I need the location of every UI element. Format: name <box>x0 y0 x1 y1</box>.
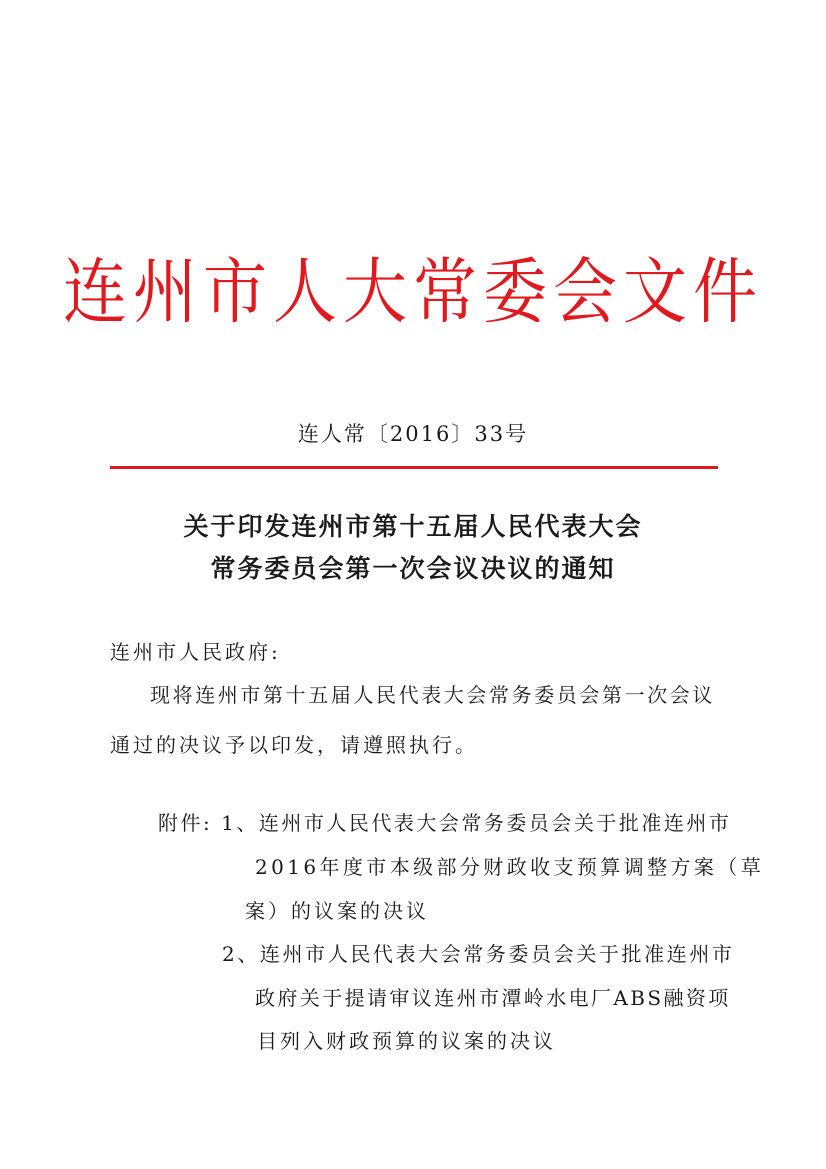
body-paragraph-line-2: 通过的决议予以印发，请遵照执行。 <box>110 733 478 757</box>
attachment-1-line-3: 案）的议案的决议 <box>245 899 429 923</box>
attachment-2-line-3: 目列入财政预算的议案的决议 <box>257 1029 556 1053</box>
attachment-2-line-1: 2、连州市人民代表大会常务委员会关于批准连州市 <box>222 942 735 966</box>
attachment-1-line-1: 附件: 1、连州市人民代表大会常务委员会关于批准连州市 <box>158 811 732 835</box>
notice-title-line-2: 常务委员会第一次会议决议的通知 <box>210 554 616 583</box>
salutation: 连州市人民政府: <box>110 640 281 664</box>
header-divider <box>110 466 718 469</box>
document-number: 连人常〔2016〕33号 <box>297 422 529 446</box>
notice-title-line-1: 关于印发连州市第十五届人民代表大会 <box>183 512 643 541</box>
body-paragraph-line-1: 现将连州市第十五届人民代表大会常务委员会第一次会议 <box>150 683 715 707</box>
attachment-1-line-2: 2016年度市本级部分财政收支预算调整方案（草 <box>255 855 765 879</box>
document-header-title: 连州市人大常委会文件 <box>63 251 763 335</box>
attachment-2-line-2: 政府关于提请审议连州市潭岭水电厂ABS融资项 <box>255 986 731 1010</box>
